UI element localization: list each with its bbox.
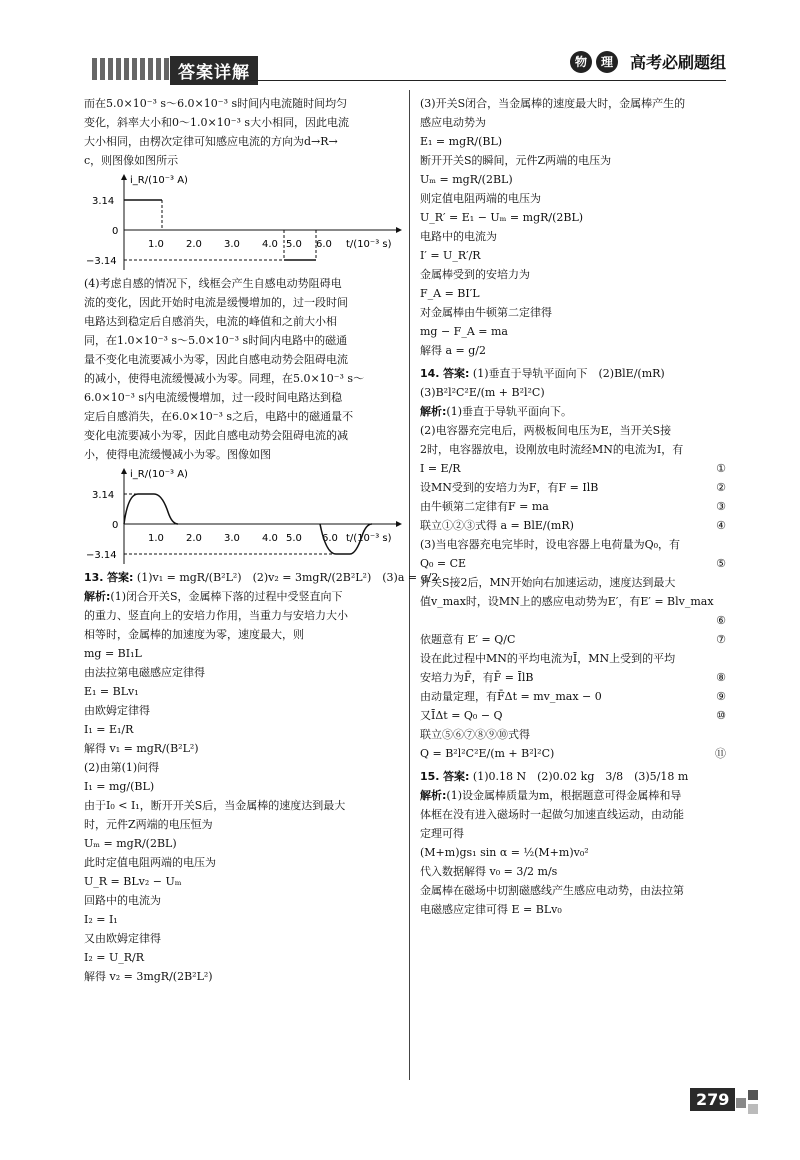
numbered-line <box>420 687 726 706</box>
equation: 代入数据解得 v₀ = 3/2 m/s <box>420 865 558 878</box>
numbered-line <box>420 706 726 725</box>
equation-marker: ⑦ <box>716 633 726 646</box>
equation: Uₘ = mgR/(2BL) <box>420 173 513 186</box>
text-line: 电磁感应定律可得 E = BLv₀ <box>420 903 562 916</box>
equation: Uₘ = mgR/(2BL) <box>84 837 177 850</box>
text-line: (1)闭合开关S，金属棒下落的过程中受竖直向下 <box>110 590 343 603</box>
graph1-xtick: 5.0 <box>286 239 302 250</box>
question-number: 15. <box>420 770 440 783</box>
q14-answer <box>420 364 726 383</box>
current-graph-2 <box>84 466 402 566</box>
graph2-xtick: 1.0 <box>148 533 164 544</box>
current-graph-1 <box>84 172 402 272</box>
line-text: 开关S接2后，MN开始向右加速运动，速度达到最大 <box>420 576 676 589</box>
graph2-ytick-bottom: −3.14 <box>86 550 117 561</box>
numbered-line <box>420 421 726 440</box>
question-number: 14. <box>420 367 440 380</box>
numbered-line <box>420 649 726 668</box>
q15-answer <box>420 767 726 786</box>
analysis-label: 解析: <box>420 405 447 418</box>
graph2-xtick: 6.0 <box>322 533 338 544</box>
graph2-ylabel: i_R/(10⁻³ A) <box>130 469 188 480</box>
equation: U_R′ = E₁ − Uₘ = mgR/(2BL) <box>420 211 584 224</box>
graph2-xtick: 2.0 <box>186 533 202 544</box>
text-line: 对金属棒由牛顿第二定律得 <box>420 306 552 319</box>
q13-analysis-line <box>84 587 402 606</box>
para1 <box>84 94 402 170</box>
numbered-line <box>420 497 726 516</box>
equation: I′ = U_R′/R <box>420 249 481 262</box>
equation-marker: ② <box>716 481 726 494</box>
graph1-ylabel: i_R/(10⁻³ A) <box>130 175 188 186</box>
line-text: 由牛顿第二定律有F = ma <box>420 500 549 513</box>
q15-analysis-line <box>420 786 726 805</box>
text-line: 感应电动势为 <box>420 116 486 129</box>
text-line: 由法拉第电磁感应定律得 <box>84 666 205 679</box>
numbered-line <box>420 440 726 459</box>
analysis-label: 解析: <box>84 590 111 603</box>
text-line: 变化电流要减小为零，因此自感电动势会阻碍电流的减 <box>84 429 348 442</box>
numbered-line <box>420 630 726 649</box>
graph1-xtick: 3.0 <box>224 239 240 250</box>
text-line: 而在5.0×10⁻³ s～6.0×10⁻³ s时间内电流随时间均匀 <box>84 97 348 110</box>
analysis-label: 解析: <box>420 789 447 802</box>
equation: I₂ = U_R/R <box>84 951 145 964</box>
text-line: 流的变化，因此开始时电流是缓慢增加的，过一段时间 <box>84 296 348 309</box>
text-line: 大小相同，由楞次定律可知感应电流的方向为d→R→ <box>84 135 338 148</box>
answer-text: (3)B²l²C²E/(m + B²l²C) <box>420 386 545 399</box>
text-line: c，则图像如图所示 <box>84 154 179 167</box>
text-line: (2)由第(1)问得 <box>84 761 160 774</box>
equation: U_R = BLv₂ − Uₘ <box>84 875 182 888</box>
text-line: 金属棒受到的安培力为 <box>420 268 530 281</box>
numbered-line <box>420 516 726 535</box>
page-header <box>0 0 800 90</box>
section-title: 答案详解 <box>170 56 258 85</box>
equation-marker: ⑪ <box>715 747 726 760</box>
text-line: 定后自感消失，在6.0×10⁻³ s之后，电路中的磁通量不 <box>84 410 354 423</box>
text-line: 定理可得 <box>420 827 464 840</box>
equation-marker: ④ <box>716 519 726 532</box>
text-line: (1)垂直于导轨平面向下。 <box>446 405 572 418</box>
text-line: 小，使得电流缓慢减小为零。图像如图 <box>84 448 271 461</box>
line-text: 设在此过程中MN的平均电流为Ī，MN上受到的平均 <box>420 652 676 665</box>
equation-marker: ⑤ <box>716 557 726 570</box>
line-text: (2)电容器充完电后，两极板间电压为E，当开关S接 <box>420 424 672 437</box>
header-right <box>570 50 726 73</box>
text-line: 相等时，金属棒的加速度为零，速度最大，则 <box>84 628 304 641</box>
graph1-xlabel: t/(10⁻³ s) <box>346 239 392 250</box>
graph2-xtick: 4.0 <box>262 533 278 544</box>
text-line: 时，元件Z两端的电压恒为 <box>84 818 213 831</box>
numbered-line <box>420 592 726 611</box>
line-text: I = E/R <box>420 462 461 475</box>
text-line: 同，在1.0×10⁻³ s～5.0×10⁻³ s时间内电路中的磁通 <box>84 334 348 347</box>
answer-text: (1)v₁ = mgR/(B²L²) (2)v₂ = 3mgR/(2B²L²) (3)a = g/2 <box>136 571 439 584</box>
equation: E₁ = mgR/(BL) <box>420 135 503 148</box>
equation: I₁ = E₁/R <box>84 723 134 736</box>
header-rule <box>250 80 726 81</box>
line-text: 设MN受到的安培力为F，有F = IlB <box>420 481 599 494</box>
numbered-line <box>420 725 726 744</box>
text-line: 变化，斜率大小和0～1.0×10⁻³ s大小相同，因此电流 <box>84 116 350 129</box>
right-column <box>420 94 726 919</box>
equation: 解得 v₁ = mgR/(B²L²) <box>84 742 199 755</box>
equation: I₁ = mg/(BL) <box>84 780 155 793</box>
equation: mg = BI₁L <box>84 647 142 660</box>
page-corner-decoration <box>736 1090 776 1120</box>
line-text: Q₀ = CE <box>420 557 467 570</box>
series-title: 高考必刷题组 <box>629 53 726 72</box>
answer-label: 答案: <box>107 571 134 584</box>
subject-badge-1: 物 <box>570 51 592 73</box>
equation-marker: ⑧ <box>716 671 726 684</box>
line-text: 依题意有 E′ = Q/C <box>420 633 516 646</box>
equation-marker: ⑩ <box>716 709 726 722</box>
graph1-xtick: 6.0 <box>316 239 332 250</box>
graph2-xtick: 3.0 <box>224 533 240 544</box>
text-line: (4)考虑自感的情况下，线框会产生自感电动势阻碍电 <box>84 277 342 290</box>
text-line: 体框在没有进入磁场时一起做匀加速直线运动，由动能 <box>420 808 684 821</box>
graph1-ytick-top: 3.14 <box>92 196 115 207</box>
text-line: 断开开关S的瞬间，元件Z两端的电压为 <box>420 154 612 167</box>
q14-analysis-line <box>420 402 726 421</box>
graph2-ytick-top: 3.14 <box>92 490 115 501</box>
header-stripes <box>92 58 177 80</box>
graph2-xtick: 5.0 <box>286 533 302 544</box>
equation: (M+m)gs₁ sin α = ½(M+m)v₀² <box>420 846 589 859</box>
answer-label: 答案: <box>443 770 470 783</box>
line-text: 联立①②③式得 a = BlE/(mR) <box>420 519 574 532</box>
equation: E₁ = BLv₁ <box>84 685 139 698</box>
line-text: 又ĪΔt = Q₀ − Q <box>420 709 503 722</box>
para2 <box>84 274 402 464</box>
equation: I₂ = I₁ <box>84 913 118 926</box>
graph2-xlabel: t/(10⁻³ s) <box>346 533 392 544</box>
equation: 解得 v₂ = 3mgR/(2B²L²) <box>84 970 213 983</box>
graph1-xtick: 2.0 <box>186 239 202 250</box>
text-line: (3)开关S闭合，当金属棒的速度最大时，金属棒产生的 <box>420 97 686 110</box>
equation-marker: ⑥ <box>716 614 726 627</box>
line-text: 值v_max时，设MN上的感应电动势为E′，有E′ = Blv_max <box>420 595 714 608</box>
numbered-line <box>420 668 726 687</box>
graph1-ytick-zero: 0 <box>112 226 119 237</box>
numbered-line <box>420 535 726 554</box>
equation: F_A = BI′L <box>420 287 480 300</box>
text-line: 电路中的电流为 <box>420 230 497 243</box>
numbered-line <box>420 611 726 630</box>
numbered-line <box>420 554 726 573</box>
line-text: (3)当电容器充电完毕时，设电容器上电荷量为Q₀，有 <box>420 538 681 551</box>
equation-marker: ① <box>716 462 726 475</box>
equation: mg − F_A = ma <box>420 325 508 338</box>
text-line: (1)设金属棒质量为m，根据题意可得金属棒和导 <box>446 789 682 802</box>
text-line: 又由欧姆定律得 <box>84 932 161 945</box>
equation-marker: ③ <box>716 500 726 513</box>
line-text: 安培力为F̄，有F̄ = ĪlB <box>420 671 534 684</box>
line-text: Q = B²l²C²E/(m + B²l²C) <box>420 747 555 760</box>
text-line: 金属棒在磁场中切割磁感线产生感应电动势，由法拉第 <box>420 884 684 897</box>
question-number: 13. <box>84 571 104 584</box>
text-line: 电路达到稳定后自感消失，电流的峰值和之前大小相 <box>84 315 337 328</box>
q13-answer <box>84 568 439 587</box>
equation: 解得 a = g/2 <box>420 344 487 357</box>
graph2-ytick-zero: 0 <box>112 520 119 531</box>
text-line: 量不变化电流要减小为零，因此自感电动势会阻碍电流 <box>84 353 348 366</box>
answer-text: (1)0.18 N (2)0.02 kg 3/8 (3)5/18 m <box>472 770 689 783</box>
column-divider <box>409 90 410 1080</box>
page-number: 279 <box>690 1088 735 1111</box>
numbered-line <box>420 573 726 592</box>
graph1-xtick: 4.0 <box>262 239 278 250</box>
line-text: 由动量定理，有F̄Δt = mv_max − 0 <box>420 690 602 703</box>
numbered-line <box>420 744 726 763</box>
answer-text: (1)垂直于导轨平面向下 (2)BlE/(mR) <box>472 367 665 380</box>
numbered-line <box>420 478 726 497</box>
text-line: 由欧姆定律得 <box>84 704 150 717</box>
text-line: 则定值电阻两端的电压为 <box>420 192 541 205</box>
line-text: 2时，电容器放电，设刚放电时流经MN的电流为I，有 <box>420 443 684 456</box>
text-line: 的减小，使得电流缓慢减小为零。同理，在5.0×10⁻³ s～ <box>84 372 365 385</box>
numbered-line <box>420 459 726 478</box>
graph1-xtick: 1.0 <box>148 239 164 250</box>
text-line: 的重力、竖直向上的安培力作用，当重力与安培力大小 <box>84 609 348 622</box>
equation-marker: ⑨ <box>716 690 726 703</box>
text-line: 此时定值电阻两端的电压为 <box>84 856 216 869</box>
graph1-ytick-bottom: −3.14 <box>86 256 117 267</box>
answer-label: 答案: <box>443 367 470 380</box>
text-line: 回路中的电流为 <box>84 894 161 907</box>
text-line: 6.0×10⁻³ s内电流缓慢增加，过一段时间电路达到稳 <box>84 391 343 404</box>
line-text: 联立⑤⑥⑦⑧⑨⑩式得 <box>420 728 530 741</box>
subject-badge-2: 理 <box>596 51 618 73</box>
text-line: 由于I₀ < I₁，断开开关S后，当金属棒的速度达到最大 <box>84 799 346 812</box>
